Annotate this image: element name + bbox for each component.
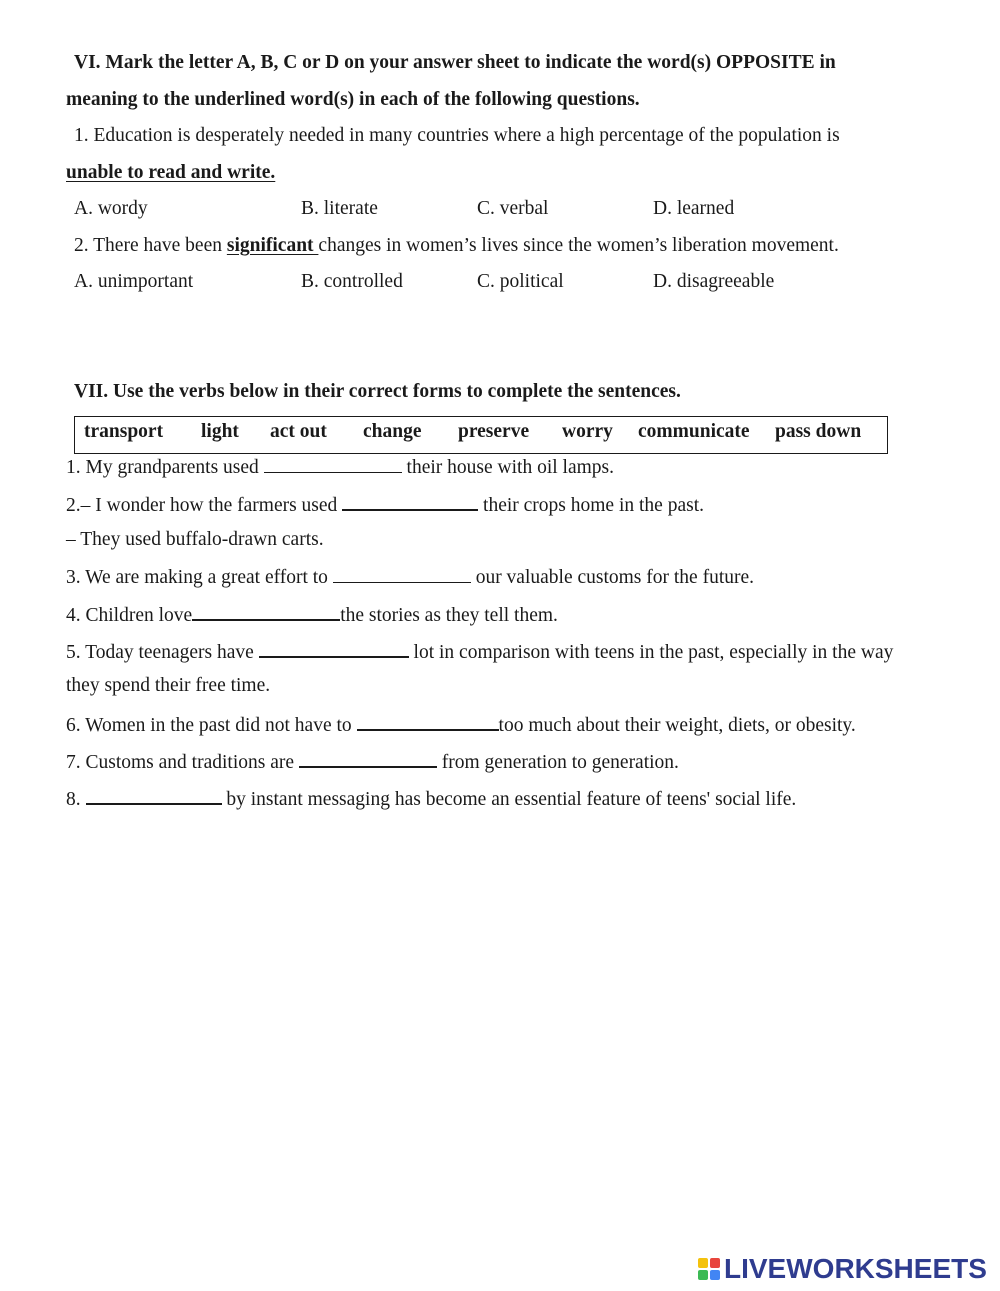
sentence-7-blank[interactable] — [299, 748, 437, 768]
q1-option-c[interactable]: C. verbal — [477, 198, 549, 219]
verb-act-out: act out — [270, 421, 327, 442]
logo-square-green — [698, 1270, 708, 1280]
sentence-7-after: from generation to generation. — [436, 752, 679, 773]
sentence-1-blank[interactable] — [264, 454, 402, 473]
question-1-underlined: unable to read and write. — [66, 162, 276, 183]
sentence-2 — [66, 491, 704, 518]
q1-option-a[interactable]: A. wordy — [74, 198, 148, 219]
sentence-2-blank[interactable] — [342, 491, 478, 511]
sentence-5 — [66, 638, 893, 665]
sentence-4 — [66, 601, 558, 628]
verb-word-box — [74, 416, 888, 454]
q1-option-b[interactable]: B. literate — [301, 198, 378, 219]
verb-pass-down: pass down — [775, 421, 862, 442]
sentence-6-after: too much about their weight, diets, or obesity. — [498, 715, 856, 736]
verb-light: light — [201, 421, 239, 442]
sentence-6-blank[interactable] — [357, 711, 499, 731]
sentence-4-blank[interactable] — [192, 601, 340, 621]
sentence-3 — [66, 564, 754, 590]
q2-option-d[interactable]: D. disagreeable — [653, 271, 775, 292]
sentence-5-blank[interactable] — [259, 638, 409, 658]
sentence-5-before: 5. Today teenagers have — [66, 642, 259, 663]
sentence-3-before: 3. We are making a great effort to — [66, 567, 333, 588]
sentence-2-before: 2.– I wonder how the farmers used — [66, 495, 343, 516]
logo-square-blue — [710, 1270, 720, 1280]
verb-communicate: communicate — [638, 421, 750, 442]
liveworksheets-logo — [698, 1254, 987, 1284]
logo-square-red — [710, 1258, 720, 1268]
sentence-1-after: their house with oil lamps. — [401, 457, 614, 478]
section-6-heading-line1: VI. Mark the letter A, B, C or D on your answer sheet to indicate the word(s) OPPOSITE in — [74, 52, 836, 73]
verb-transport: transport — [84, 421, 164, 442]
sentence-5-after: lot in comparison with teens in the past, especially in the way — [408, 642, 894, 663]
sentence-7 — [66, 748, 679, 775]
question-2-text — [74, 234, 839, 258]
sentence-1 — [66, 454, 614, 480]
q1-option-d[interactable]: D. learned — [653, 198, 735, 219]
q2-option-b[interactable]: B. controlled — [301, 271, 403, 292]
q2-option-a[interactable]: A. unimportant — [74, 271, 194, 292]
sentence-8 — [66, 785, 796, 812]
sentence-3-after: our valuable customs for the future. — [470, 567, 755, 588]
verb-change: change — [363, 421, 422, 442]
sentence-4-after: the stories as they tell them. — [340, 605, 558, 626]
q2-after: changes in women’s lives since the women’s liberation movement. — [318, 235, 839, 256]
logo-text: LIVEWORKSHEETS — [724, 1253, 987, 1284]
sentence-8-blank[interactable] — [86, 785, 222, 805]
q2-underlined: significant — [226, 235, 319, 256]
verb-worry: worry — [562, 421, 613, 442]
section-6-heading-line2: meaning to the underlined word(s) in each of the following questions. — [66, 89, 640, 110]
sentence-3-blank[interactable] — [333, 564, 471, 583]
sentence-7-before: 7. Customs and traditions are — [66, 752, 299, 773]
sentence-6 — [66, 711, 856, 738]
sentence-8-before: 8. — [66, 789, 86, 810]
verb-preserve: preserve — [458, 421, 530, 442]
question-1-text: 1. Education is desperately needed in many countries where a high percentage of the population is — [74, 125, 840, 146]
q2-before: 2. There have been — [74, 235, 227, 256]
logo-square-yellow — [698, 1258, 708, 1268]
sentence-6-before: 6. Women in the past did not have to — [66, 715, 357, 736]
sentence-2-after: their crops home in the past. — [478, 495, 704, 516]
sentence-4-before: 4. Children love — [66, 605, 193, 626]
sentence-5-continued: they spend their free time. — [66, 675, 271, 696]
sentence-8-after: by instant messaging has become an essential feature of teens' social life. — [221, 789, 797, 810]
sentence-2-answer: – They used buffalo-drawn carts. — [66, 529, 324, 550]
section-7-heading: VII. Use the verbs below in their correct forms to complete the sentences. — [74, 381, 681, 402]
q2-option-c[interactable]: C. political — [477, 271, 564, 292]
liveworksheets-logo-icon — [698, 1258, 720, 1280]
sentence-1-before: 1. My grandparents used — [66, 457, 264, 478]
